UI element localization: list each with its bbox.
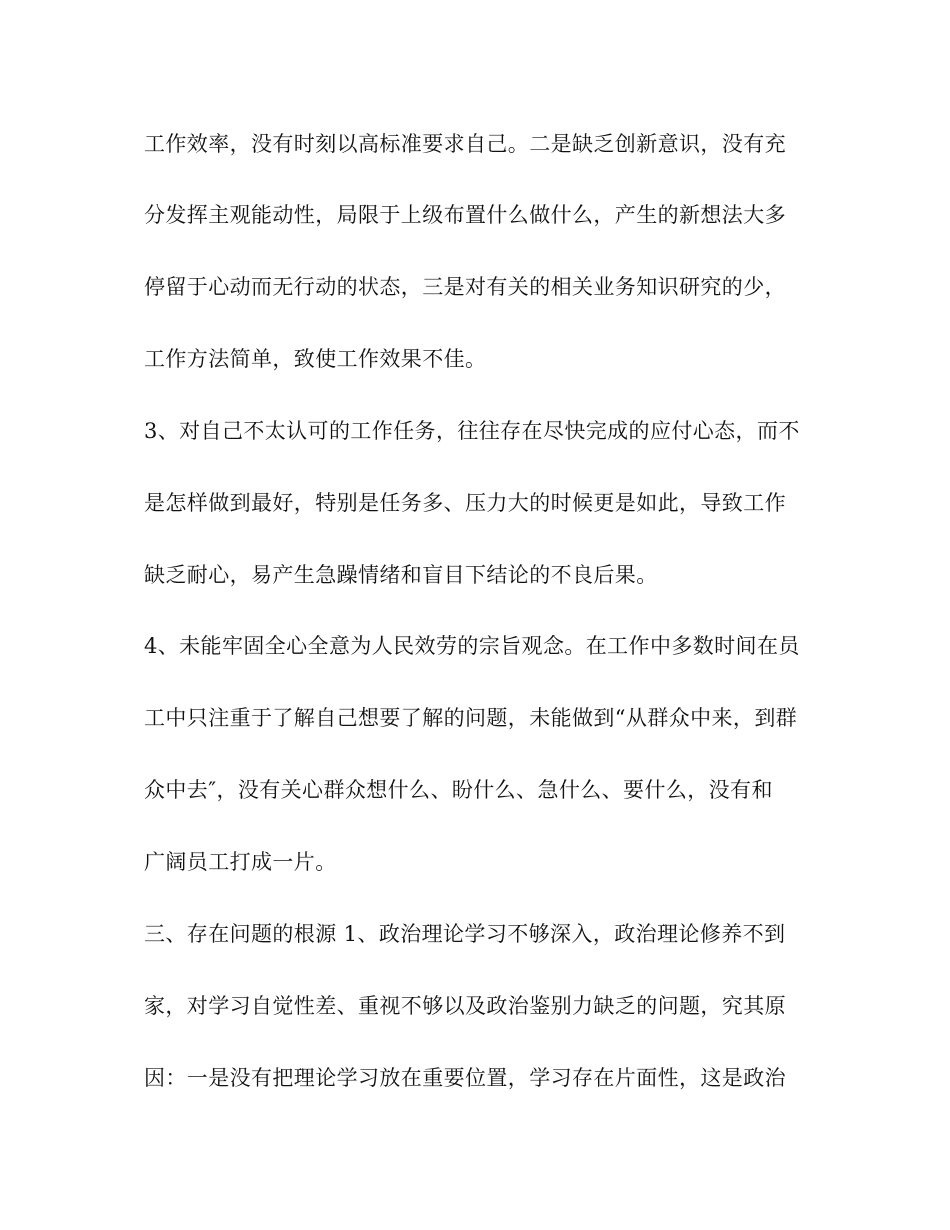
text-line: 3、对自己不太认可的工作任务，往往存在尽快完成的应付心态，而不 <box>144 419 800 443</box>
text-line: 工作效率，没有时刻以高标准要求自己。二是缺乏创新意识，没有充 <box>144 132 786 156</box>
text-line: 众中去″，没有关心群众想什么、盼什么、急什么、要什么，没有和 <box>144 778 773 802</box>
text-line: 分发挥主观能动性，局限于上级布置什么做什么，产生的新想法大多 <box>144 203 786 227</box>
text-line: 工中只注重于了解自己想要了解的问题，未能做到“从群众中来，到群 <box>144 706 798 730</box>
text-line: 广阔员工打成一片。 <box>144 850 337 874</box>
text-line: 因：一是没有把理论学习放在重要位置，学习存在片面性，这是政治 <box>144 1066 786 1090</box>
text-line: 工作方法简单，致使工作效果不佳。 <box>144 347 487 371</box>
text-line: 三、存在问题的根源 1、政治理论学习不够深入，政治理论修养不到 <box>144 922 786 946</box>
text-line: 停留于心动而无行动的状态，三是对有关的相关业务知识研究的少， <box>144 275 786 299</box>
text-line: 是怎样做到最好，特别是任务多、压力大的时候更是如此，导致工作 <box>144 491 786 515</box>
text-line: 缺乏耐心，易产生急躁情绪和盲目下结论的不良后果。 <box>144 563 658 587</box>
text-line: 家，对学习自觉性差、重视不够以及政治鉴别力缺乏的问题，究其原 <box>144 994 786 1018</box>
text-line: 4、未能牢固全心全意为人民效劳的宗旨观念。在工作中多数时间在员 <box>144 634 800 658</box>
